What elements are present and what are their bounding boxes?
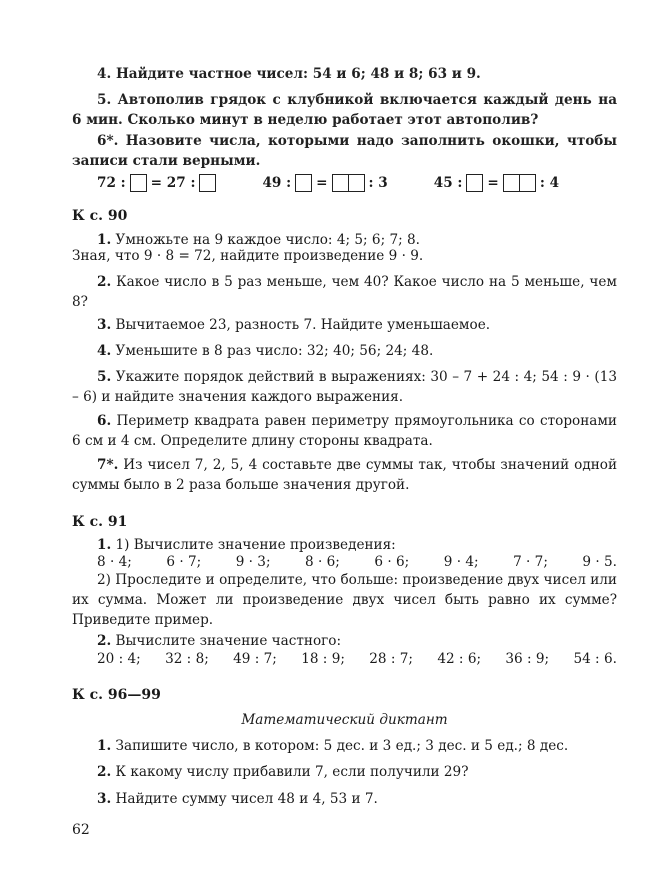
task-text: Какое число в 5 раз меньше, чем 40? Какое число на 5 меньше, чем 8? xyxy=(72,274,618,310)
s96-task-2 xyxy=(72,762,617,782)
s90-task-7-star xyxy=(72,455,617,495)
task-text: Назовите числа, которыми надо заполнить окошки, чтобы записи стали верными. xyxy=(72,133,618,169)
task-6-star xyxy=(72,131,617,171)
dictation-subtitle: Математический диктант xyxy=(241,712,448,728)
s90-task-2 xyxy=(72,272,617,312)
task-number: 3. xyxy=(97,791,112,807)
task-5 xyxy=(72,90,617,130)
double-blank-box xyxy=(503,174,536,192)
product-item: 9 · 3; xyxy=(235,554,271,570)
task-4 xyxy=(72,64,617,84)
products-row xyxy=(97,552,617,572)
task-number: 1. xyxy=(97,537,112,553)
task-number: 1. xyxy=(97,738,112,754)
task-number: 7*. xyxy=(97,457,119,473)
task-text: К какому числу прибавили 7, если получили 29? xyxy=(115,764,469,780)
section-heading-90: К с. 90 xyxy=(72,208,128,224)
task-text: Найдите частное чисел: 54 и 6; 48 и 8; 63 и 9. xyxy=(115,66,481,82)
equation-part: = xyxy=(316,175,328,191)
task-number: 2. xyxy=(97,764,112,780)
task-text: Автополив грядок с клубникой включается каждый день на 6 мин. Сколько минут в неделю работает этот автополив? xyxy=(72,92,618,128)
equation-1 xyxy=(97,173,216,193)
equation-part: : 4 xyxy=(539,175,560,191)
product-item: 7 · 7; xyxy=(513,554,548,570)
equation-part: 45 : xyxy=(433,175,463,191)
s91-task-2 xyxy=(72,631,617,651)
equations-with-boxes xyxy=(97,173,559,193)
task-number: 6. xyxy=(97,413,112,429)
section-heading-96-99: К с. 96—99 xyxy=(72,687,161,703)
blank-box xyxy=(130,174,147,192)
quotient-item: 42 : 6; xyxy=(437,651,482,667)
s90-task-3 xyxy=(72,315,617,335)
task-text: Запишите число, в котором: 5 дес. и 3 ед.; 3 дес. и 5 ед.; 8 дес. xyxy=(115,738,569,754)
blank-box xyxy=(295,174,312,192)
quotient-item: 32 : 8; xyxy=(165,651,209,667)
task-number: 1. xyxy=(97,232,112,248)
s90-task-1-line2: Зная, что 9 · 8 = 72, найдите произведение 9 · 9. xyxy=(72,248,424,264)
task-text: Периметр квадрата равен периметру прямоугольника со сторонами 6 см и 4 см. Определите длину стороны квадрата. xyxy=(72,413,617,449)
task-number: 3. xyxy=(97,317,112,333)
product-item: 9 · 4; xyxy=(443,554,479,570)
task-text: Найдите сумму чисел 48 и 4, 53 и 7. xyxy=(115,791,378,807)
task-number: 5. xyxy=(97,369,112,385)
section-heading-91: К с. 91 xyxy=(72,514,128,530)
quotient-item: 28 : 7; xyxy=(369,651,413,667)
equation-3 xyxy=(434,173,559,193)
equation-part: 72 : xyxy=(97,175,126,191)
s90-task-5 xyxy=(72,367,617,407)
page-number: 62 xyxy=(72,822,90,838)
quotient-item: 18 : 9; xyxy=(301,651,345,667)
quotient-item: 20 : 4; xyxy=(97,651,141,667)
s96-task-3 xyxy=(72,789,617,809)
task-text: Уменьшите в 8 раз число: 32; 40; 56; 24; 48. xyxy=(115,343,434,359)
equation-part: : 3 xyxy=(368,175,388,191)
equation-part: = xyxy=(487,175,499,191)
s90-task-6 xyxy=(72,411,617,451)
task-text: Вычитаемое 23, разность 7. Найдите уменьшаемое. xyxy=(115,317,491,333)
blank-box xyxy=(466,174,483,192)
product-item: 6 · 7; xyxy=(166,554,202,570)
equation-part: 49 : xyxy=(262,175,292,191)
equation-2 xyxy=(262,173,387,193)
quotients-row xyxy=(97,649,617,669)
s90-task-4 xyxy=(72,341,617,361)
task-number: 2. xyxy=(97,274,112,290)
task-number: 4. xyxy=(97,343,112,359)
task-text: Вычислите значение частного: xyxy=(115,633,342,649)
task-number: 6*. xyxy=(97,133,119,149)
product-item: 9 · 5. xyxy=(582,554,617,570)
product-item: 8 · 4; xyxy=(97,554,132,570)
s96-task-1 xyxy=(72,736,617,756)
quotient-item: 54 : 6. xyxy=(573,651,617,667)
quotient-item: 36 : 9; xyxy=(505,651,550,667)
quotient-item: 49 : 7; xyxy=(233,651,277,667)
task-text: Умножьте на 9 каждое число: 4; 5; 6; 7; 8. xyxy=(115,232,420,248)
task-number: 4. xyxy=(97,66,112,82)
task-number: 5. xyxy=(97,92,112,108)
product-item: 8 · 6; xyxy=(305,554,340,570)
equation-part: = 27 : xyxy=(150,175,196,191)
task-text: Из чисел 7, 2, 5, 4 составьте две суммы так, чтобы значений одной суммы было в 2 раза больше значения другой. xyxy=(72,457,618,493)
double-blank-box xyxy=(332,174,365,192)
product-item: 6 · 6; xyxy=(374,554,410,570)
blank-box xyxy=(199,174,216,192)
task-number: 2. xyxy=(97,633,112,649)
task-text: 1) Вычислите значение произведения: xyxy=(115,537,396,553)
task-text: Укажите порядок действий в выражениях: 30 – 7 + 24 : 4; 54 : 9 · (13 – 6) и найдите значения каждого выражения. xyxy=(72,369,617,405)
s91-task-1-part2: 2) Проследите и определите, что больше: произведение двух чисел или их сумма. Может ли произведение двух чисел быть равно их сумме? Приведите пример. xyxy=(72,572,617,628)
